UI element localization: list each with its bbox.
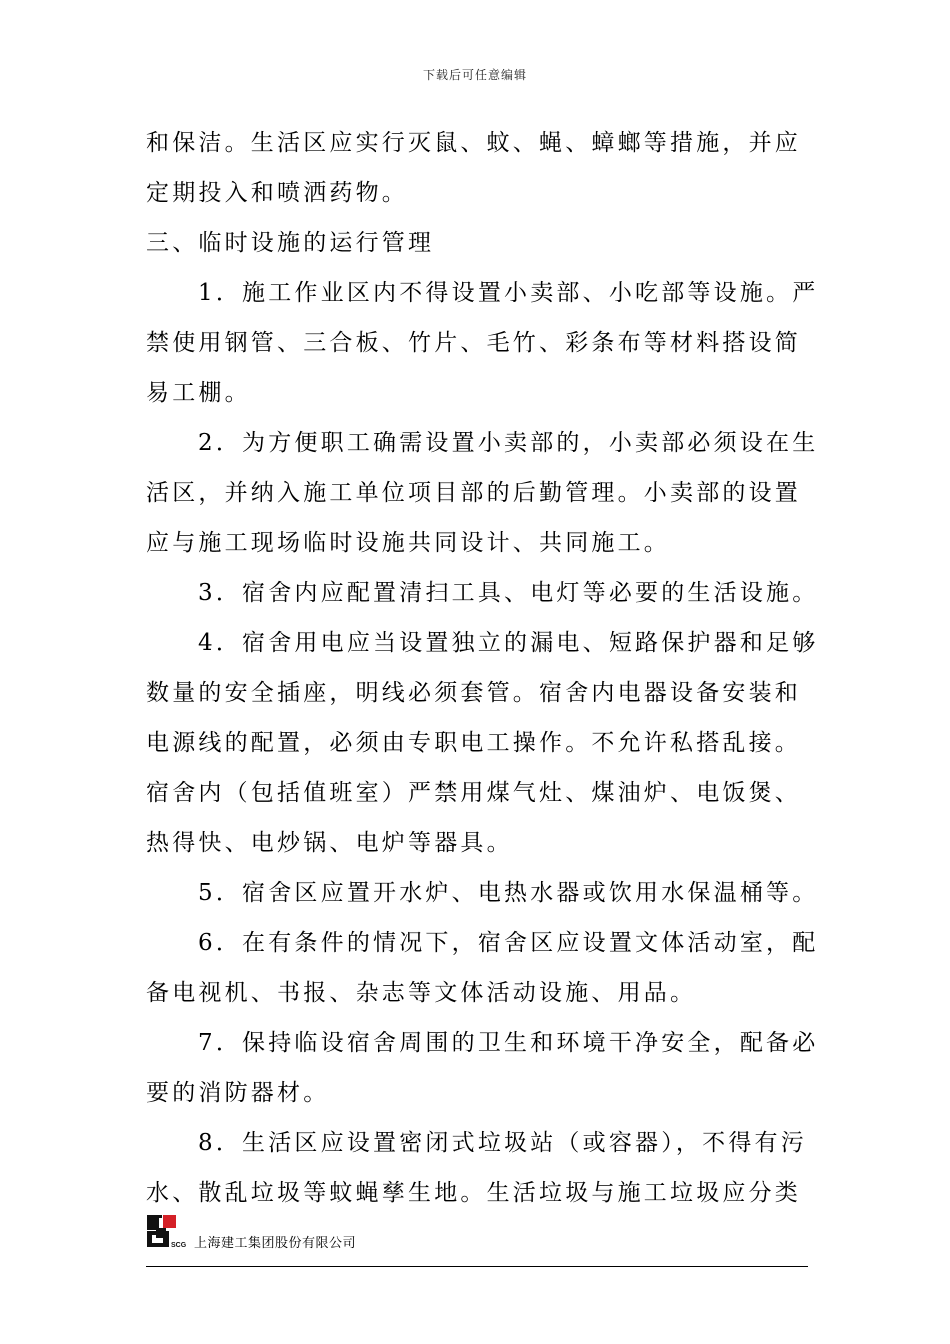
page-footer <box>146 1214 808 1254</box>
text-line: 易工棚。 <box>146 380 251 406</box>
header-note: 下载后可任意编辑 <box>422 68 527 82</box>
text-line: 宿舍内（包括值班室）严禁用煤气灶、煤油炉、电饭煲、 <box>146 780 801 806</box>
text-line: 8．生活区应设置密闭式垃圾站（或容器），不得有污 <box>198 1130 807 1156</box>
footer-rule <box>146 1266 808 1267</box>
text-line: 要的消防器材。 <box>146 1080 330 1106</box>
text-line: 热得快、电炒锅、电炉等器具。 <box>146 830 513 856</box>
text-line: 禁使用钢管、三合板、竹片、毛竹、彩条布等材料搭设简 <box>146 330 801 356</box>
text-line: 3．宿舍内应配置清扫工具、电灯等必要的生活设施。 <box>198 580 819 606</box>
text-line: 水、散乱垃圾等蚊蝇孳生地。生活垃圾与施工垃圾应分类 <box>146 1180 801 1206</box>
text-line: 活区，并纳入施工单位项目部的后勤管理。小卖部的设置 <box>146 480 801 506</box>
text-line: 2．为方便职工确需设置小卖部的，小卖部必须设在生 <box>198 430 819 456</box>
document-body <box>146 118 819 1218</box>
company-name: 上海建工集团股份有限公司 <box>194 1236 357 1251</box>
text-line: 7．保持临设宿舍周围的卫生和环境干净安全，配备必 <box>198 1030 819 1056</box>
text-line: 5．宿舍区应置开水炉、电热水器或饮用水保温桶等。 <box>198 880 819 906</box>
text-line: 定期投入和喷洒药物。 <box>146 180 408 206</box>
text-line: 数量的安全插座，明线必须套管。宿舍内电器设备安装和 <box>146 680 801 706</box>
text-line: 1．施工作业区内不得设置小卖部、小吃部等设施。严 <box>198 280 819 306</box>
text-line: 三、临时设施的运行管理 <box>146 230 435 256</box>
company-logo <box>146 1214 190 1250</box>
text-line: 4．宿舍用电应当设置独立的漏电、短路保护器和足够 <box>198 630 819 656</box>
logo-text: SCG <box>171 1242 187 1249</box>
text-line: 电源线的配置，必须由专职电工操作。不允许私搭乱接。 <box>146 730 801 756</box>
text-line: 6．在有条件的情况下，宿舍区应设置文体活动室，配 <box>198 930 819 956</box>
text-line: 备电视机、书报、杂志等文体活动设施、用品。 <box>146 980 697 1006</box>
text-line: 应与施工现场临时设施共同设计、共同施工。 <box>146 530 670 556</box>
text-line: 和保洁。生活区应实行灭鼠、蚊、蝇、蟑螂等措施，并应 <box>146 130 801 156</box>
